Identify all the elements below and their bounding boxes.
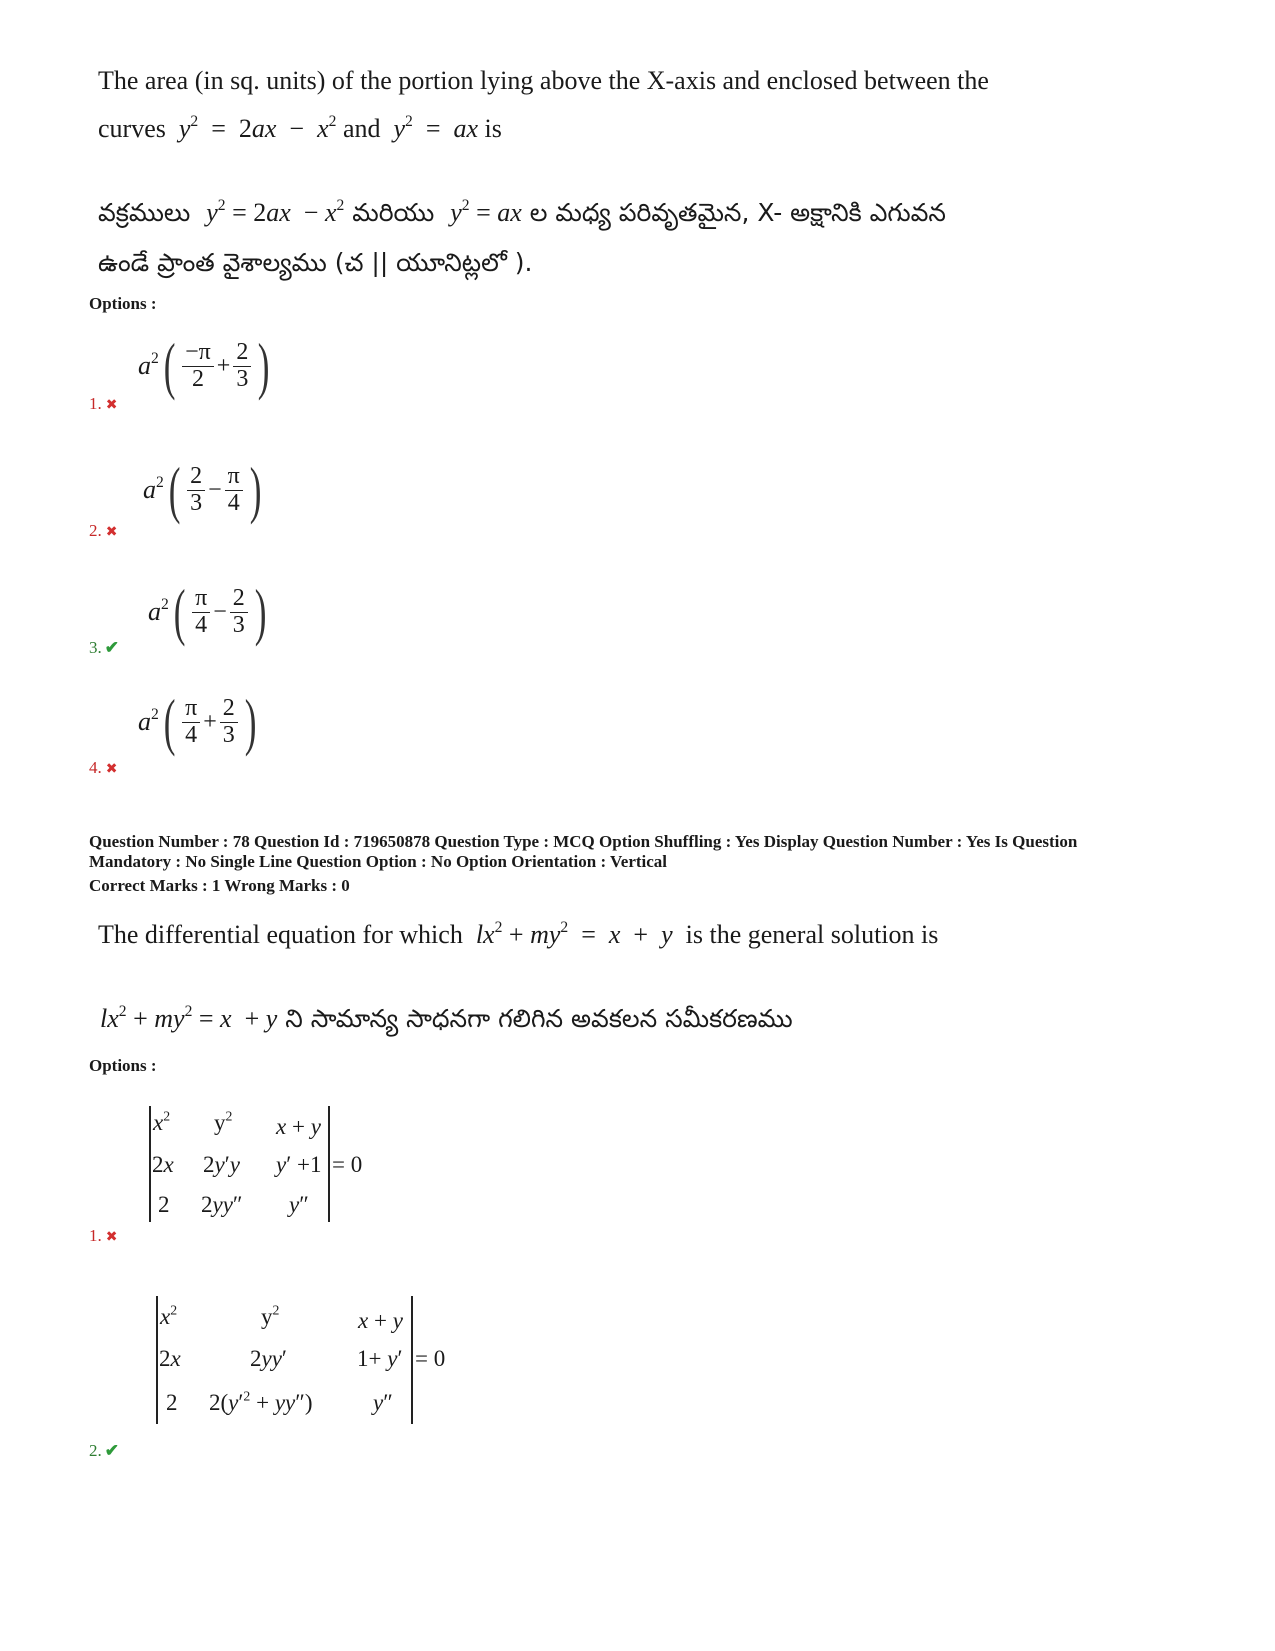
q77-option-1-number: 1. ✖: [89, 394, 118, 413]
q77-option-2-expression[interactable]: $a^2$ ( $\frac{2}{3}$ − $\frac{\pi}{4}$ ): [143, 454, 262, 525]
cross-icon: ✖: [105, 762, 118, 777]
q78-telugu-question: $lx^2 + my^2 = x + y$ ని సామాన్య సాధనగా గలిగిన అవకలన సమీకరణము: [100, 1003, 793, 1033]
q77-english-line2: curves $y^2 = 2ax - x^2$ and $y^2$ = ax is: [98, 113, 502, 143]
q78-option-2-number: 2. ✔: [89, 1441, 119, 1460]
q78-meta-line2: Mandatory : No Single Line Question Option : No Option Orientation : Vertical: [89, 852, 668, 871]
q78-options-label: Options :: [89, 1056, 157, 1075]
q77-option-1-expression[interactable]: $a^2$ ( $\frac{-\pi}{2}$ + $\frac{2}{3}$ ): [138, 330, 270, 401]
check-icon: ✔: [104, 638, 119, 657]
q77-option-4-expression[interactable]: $a^2$ ( $\frac{\pi}{4}$ + $\frac{2}{3}$ ): [138, 686, 257, 757]
q78-marks: Correct Marks : 1 Wrong Marks : 0: [89, 876, 350, 895]
cross-icon: ✖: [105, 398, 118, 413]
q78-meta-line1: Question Number : 78 Question Id : 719650878 Question Type : MCQ Option Shuffling : Yes Display Question Number : Yes Is Question: [89, 832, 1078, 851]
q77-option-3-number: 3. ✔: [89, 638, 119, 657]
q78-english-question: The differential equation for which $lx^2 + my^2 = x + y$ is the general solution is: [98, 919, 939, 949]
q78-option-1-determinant[interactable]: $x^2$ $y^2$ x + y 2x 2y′y y′ +1 = 0 2 2yy″ y″: [146, 1106, 386, 1226]
q77-option-2-number: 2. ✖: [89, 521, 118, 540]
cross-icon: ✖: [105, 525, 118, 540]
q77-telugu-line2: ఉండే ప్రాంత వైశాల్యము (చ || యూనిట్లలో ).: [98, 248, 533, 277]
cross-icon: ✖: [105, 1230, 118, 1245]
q77-options-label: Options :: [89, 294, 157, 313]
q77-option-3-expression[interactable]: $a^2$ ( $\frac{\pi}{4}$ − $\frac{2}{3}$ ): [148, 576, 267, 647]
q77-telugu-line1: వక్రములు $y^2 = 2ax - x^2$ మరియు $y^2$ = ax ల మధ్య పరివృతమైన, X- అక్షానికి ఎగువన: [98, 197, 946, 227]
q77-option-4-number: 4. ✖: [89, 758, 118, 777]
check-icon: ✔: [104, 1441, 119, 1460]
q78-option-1-number: 1. ✖: [89, 1226, 118, 1245]
q77-english-line1: The area (in sq. units) of the portion lying above the X-axis and enclosed between the: [98, 66, 989, 95]
q78-option-2-determinant[interactable]: $x^2$ $y^2$ x + y 2x 2yy′ 1+ y′ = 0 2 $2(y'^2 + yy'')$ y″: [153, 1296, 473, 1426]
